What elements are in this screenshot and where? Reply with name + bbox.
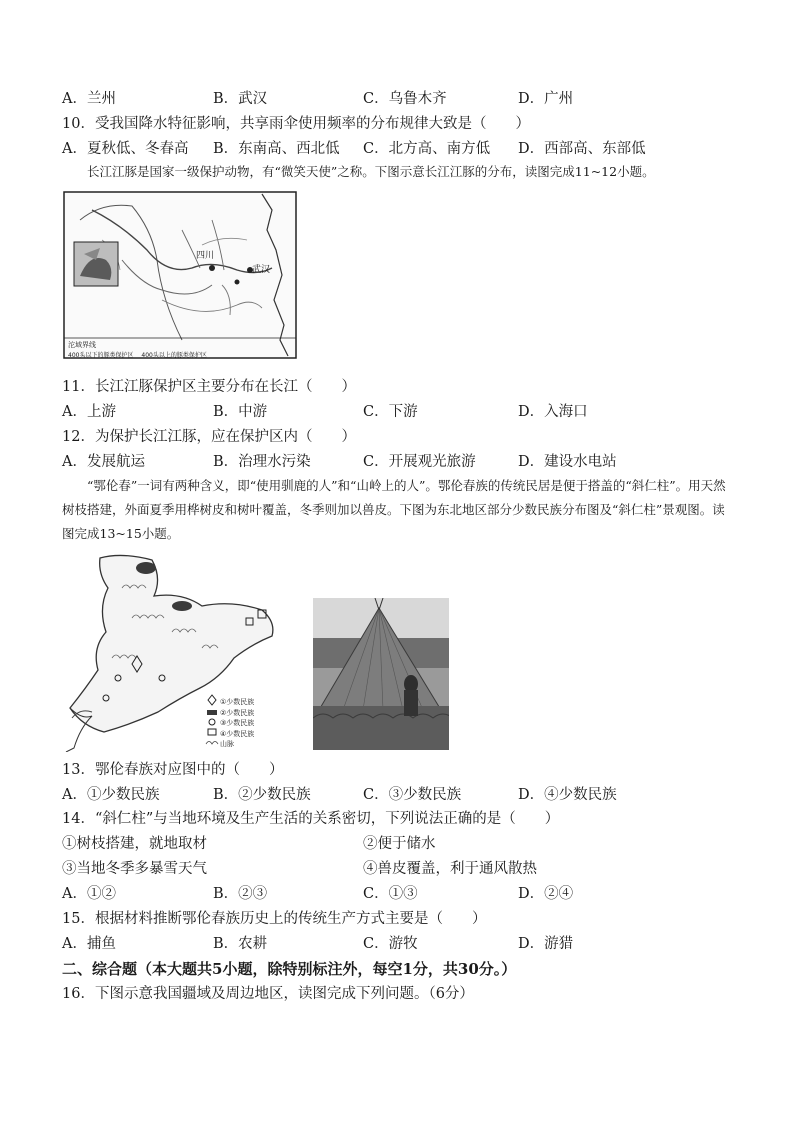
map2-legend-4: ④少数民族 [220,729,255,738]
yangtze-porpoise-map [62,190,298,360]
map1-legend-small: 400头以下的豚类保护区 [68,352,134,359]
q14-option-a: A．①② [62,886,116,902]
q13-option-c: C．③少数民族 [363,787,462,803]
q11-option-c: C．下游 [363,404,418,420]
q15-option-d: D．游猎 [518,936,574,952]
q13-stem: 13．鄂伦春族对应图中的（ ） [62,762,284,778]
map2-legend-3: ③少数民族 [220,719,255,727]
map1-legend-large: 400头以上的豚类保护区 [141,352,207,359]
q10-option-a: A．夏秋低、冬春高 [62,141,189,157]
q14-item-2: ②便于储水 [363,836,436,852]
q14-item-1: ①树枝搭建，就地取材 [62,836,207,852]
q15-stem: 15．根据材料推断鄂伦春族历史上的传统生产方式主要是（ ） [62,911,487,927]
q14-item-3: ③当地冬季多暴雪天气 [62,861,207,877]
passage-oroqen: “鄂伦春”一词有两种含义，即“使用驯鹿的人”和“山岭上的人”。鄂伦春族的传统民居是便于搭盖的“斜仁柱”。用天然树枝搭建，外面夏季用桦树皮和树叶覆盖，冬季则加以兽皮。下图为东北地区部分少数民族分布图及“斜仁柱”景观图。读图完成13~15小题。 [62,478,726,541]
q14-option-c: C．①③ [363,886,418,902]
q12-option-a: A．发展航运 [62,454,145,470]
q11-option-b: B．中游 [213,404,268,420]
map1-legend-boundary: 沱域界线 [68,341,96,349]
q11-option-d: D．入海口 [518,404,588,420]
q12-stem: 12．为保护长江江豚，应在保护区内（ ） [62,429,356,445]
q9-option-d: D．广州 [518,91,574,107]
map1-label-sichuan: 四川 [196,251,215,261]
q15-option-c: C．游牧 [363,936,418,952]
map2-legend-mountain: 山脉 [220,740,234,748]
passage-yangtze-porpoise: 长江江豚是国家一级保护动物，有“微笑天使”之称。下图示意长江江豚的分布，读图完成11~12小题。 [87,164,655,179]
q13-option-a: A．①少数民族 [62,787,160,803]
q15-option-a: A．捕鱼 [62,936,116,952]
q10-stem: 10．受我国降水特征影响，共享雨伞使用频率的分布规律大致是（ ） [62,116,530,132]
map2-legend [220,697,254,750]
q10-option-b: B．东南高、西北低 [213,141,340,157]
q9-option-b: B．武汉 [213,91,268,107]
section-2-heading: 二、综合题（本大题共5小题，除特别标注外，每空1分，共30分。） [62,960,517,978]
xierenzhu-photo [313,598,449,750]
q13-option-b: B．②少数民族 [213,787,311,803]
q16-stem: 16．下图示意我国疆域及周边地区，读图完成下列问题。（6分） [62,986,474,1002]
q11-stem: 11．长江江豚保护区主要分布在长江（ ） [62,379,356,395]
q10-option-d: D．西部高、东部低 [518,141,646,157]
q10-option-c: C．北方高、南方低 [363,141,491,157]
q9-option-a: A．兰州 [62,91,116,107]
map2-legend-2: ②少数民族 [220,708,255,717]
q12-option-c: C．开展观光旅游 [363,454,476,470]
q12-option-b: B．治理水污染 [213,454,311,470]
q9-option-c: C．乌鲁木齐 [363,91,447,107]
q13-option-d: D．④少数民族 [518,787,617,803]
map1-label-wuhan: 武汉 [252,265,271,275]
map2-legend-1: ①少数民族 [220,698,255,706]
q14-option-d: D．②④ [518,886,574,902]
q14-stem: 14．“斜仁柱”与当地环境及生产生活的关系密切，下列说法正确的是（ ） [62,811,560,827]
northeast-ethnic-map [62,548,294,752]
q11-option-a: A．上游 [62,404,116,420]
map1-legend-row [68,350,207,359]
q14-item-4: ④兽皮覆盖，利于通风散热 [363,861,537,877]
q15-option-b: B．农耕 [213,936,268,952]
q14-option-b: B．②③ [213,886,268,902]
q12-option-d: D．建设水电站 [518,454,617,470]
